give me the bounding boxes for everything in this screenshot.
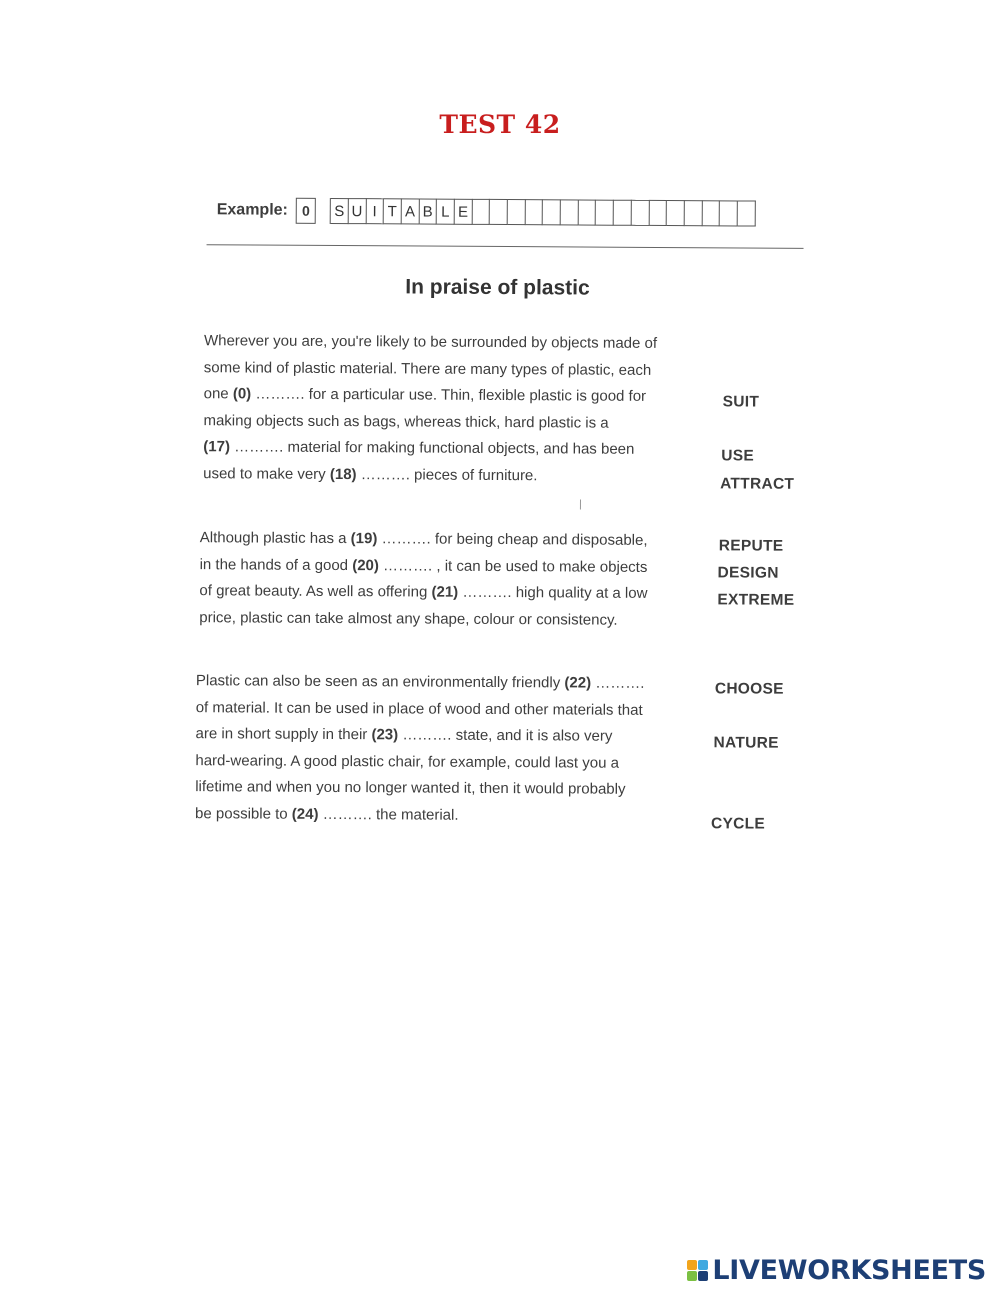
liveworksheets-logo[interactable] — [687, 1255, 986, 1286]
paragraph-3 — [195, 668, 645, 830]
answer-box: T — [384, 198, 402, 224]
text-segment: hard-wearing. A good plastic chair, for example, could last you a — [195, 751, 620, 772]
text-segment: Wherever you are, you're likely to be surrounded by objects made of — [203, 332, 658, 352]
text-line — [200, 525, 648, 554]
answer-box: S — [331, 198, 349, 224]
text-segment: ………. — [591, 674, 645, 692]
text-line — [204, 328, 657, 357]
answer-box — [543, 199, 561, 225]
answer-box — [720, 200, 738, 226]
text-segment: making objects such as bags, whereas thick, hard plastic is a — [203, 411, 609, 432]
icon-tile — [698, 1271, 708, 1281]
word-cycle: CYCLE — [710, 815, 766, 833]
text-line — [195, 721, 644, 750]
liveworksheets-icon — [687, 1260, 709, 1282]
text-line — [196, 668, 645, 697]
scan-mark — [580, 499, 581, 509]
word-attract: ATTRACT — [720, 475, 795, 493]
paragraph-1 — [203, 328, 657, 490]
gap-number: (18) — [329, 465, 357, 483]
text-segment: used to make very — [203, 464, 330, 483]
text-line — [203, 408, 656, 437]
example-number: 0 — [296, 198, 316, 224]
word-use: USE — [721, 447, 755, 465]
answer-box — [596, 200, 614, 226]
text-line — [195, 774, 644, 803]
word-design: DESIGN — [717, 564, 779, 582]
text-line — [203, 461, 656, 490]
example-row — [217, 194, 756, 229]
answer-box — [702, 200, 720, 226]
text-segment: ………. the material. — [318, 805, 459, 824]
answer-box: B — [419, 199, 437, 225]
answer-box — [667, 200, 685, 226]
text-segment: ………. high quality at a low — [458, 583, 648, 602]
answer-box: I — [366, 198, 384, 224]
text-segment: one — [203, 385, 233, 403]
text-heading: In praise of plastic — [405, 275, 590, 300]
answer-box — [738, 200, 756, 226]
text-segment: be possible to — [195, 804, 292, 823]
word-suit: SUIT — [722, 393, 760, 411]
gap-number: (24) — [291, 805, 319, 823]
answer-box — [472, 199, 490, 225]
gap-number: (21) — [431, 583, 459, 601]
text-segment: ………. pieces of furniture. — [356, 465, 538, 484]
answer-box — [490, 199, 508, 225]
answer-box: E — [455, 199, 473, 225]
icon-tile — [698, 1260, 708, 1270]
text-line — [203, 434, 656, 463]
text-segment: ………. for a particular use. Thin, flexible plastic is good for — [251, 385, 647, 405]
example-label: Example: — [216, 201, 288, 219]
gap-number: (17) — [203, 438, 231, 456]
example-answer-boxes — [330, 198, 756, 227]
answer-box — [525, 199, 543, 225]
text-segment: ………. for being cheap and disposable, — [377, 530, 648, 549]
text-segment: are in short supply in their — [195, 725, 372, 744]
text-segment: Although plastic has a — [199, 529, 351, 548]
word-choose: CHOOSE — [714, 680, 784, 698]
answer-box — [614, 200, 632, 226]
answer-box: U — [349, 198, 367, 224]
icon-tile — [687, 1260, 697, 1270]
divider-line — [207, 244, 804, 249]
word-repute: REPUTE — [718, 537, 784, 555]
answer-box — [561, 199, 579, 225]
word-nature: NATURE — [713, 734, 779, 752]
brand-name: LIVEWORKSHEETS — [712, 1255, 986, 1286]
answer-box: A — [402, 198, 420, 224]
text-line — [200, 552, 648, 581]
text-segment: lifetime and when you no longer wanted it, then it would probably — [195, 778, 626, 798]
gap-number: (0) — [232, 385, 252, 403]
answer-box — [632, 200, 650, 226]
answer-box — [685, 200, 703, 226]
answer-box — [649, 200, 667, 226]
answer-box — [508, 199, 526, 225]
gap-number: (20) — [352, 556, 379, 574]
text-segment: ………. , it can be used to make objects — [378, 556, 648, 576]
text-line — [196, 695, 645, 724]
answer-box: L — [437, 199, 455, 225]
text-segment: some kind of plastic material. There are many types of plastic, each — [203, 358, 652, 379]
text-line — [204, 381, 657, 410]
text-segment: of material. It can be used in place of wood and other materials that — [195, 698, 643, 719]
text-segment: Plastic can also be seen as an environmentally friendly — [195, 672, 565, 692]
gap-number: (19) — [350, 530, 378, 548]
text-segment: in the hands of a good — [199, 555, 353, 574]
text-segment: ………. material for making functional objects, and has been — [229, 438, 635, 458]
text-line — [204, 355, 657, 384]
text-line — [195, 801, 644, 830]
icon-tile — [687, 1271, 697, 1281]
gap-number: (23) — [371, 726, 399, 744]
text-segment: ………. state, and it is also very — [398, 726, 613, 745]
text-line — [199, 605, 647, 634]
word-extreme: EXTREME — [717, 591, 795, 609]
test-title: TEST 42 — [439, 110, 561, 139]
answer-box — [578, 199, 596, 225]
gap-number: (22) — [564, 674, 592, 692]
text-line — [199, 578, 647, 607]
text-line — [195, 748, 644, 777]
text-segment: of great beauty. As well as offering — [199, 582, 432, 601]
paragraph-2 — [199, 525, 648, 634]
text-segment: price, plastic can take almost any shape, colour or consistency. — [199, 608, 618, 629]
